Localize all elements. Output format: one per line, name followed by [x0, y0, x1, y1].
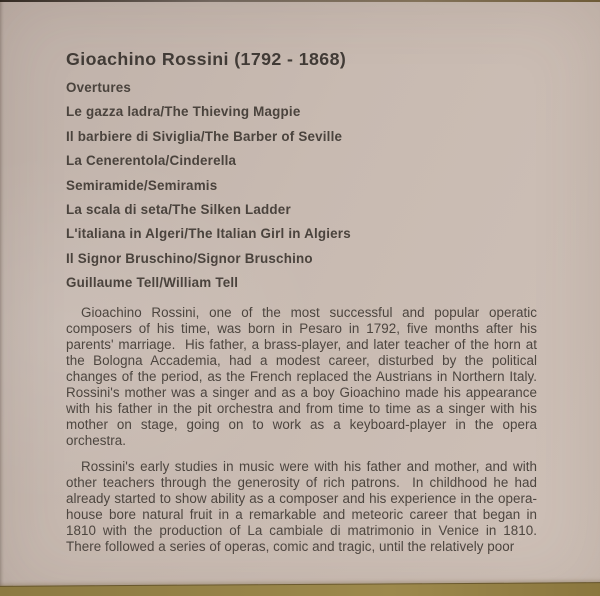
overture-item: Il barbiere di Siviglia/The Barber of Seville: [66, 128, 343, 144]
overture-item: La scala di seta/The Silken Ladder: [66, 202, 291, 218]
overtures-section: [66, 76, 537, 296]
overture-item: Semiramide/Semiramis: [66, 177, 218, 193]
section-heading: Overtures: [66, 80, 132, 95]
photo-top-edge: [0, 0, 600, 2]
page-content: [66, 49, 541, 555]
biography-paragraph-1: Gioachino Rossini, one of the most successful and popular operatic composers of his time, was born in Pesaro in 1792, five months after his parents' marriage. His father, a brass-player, and later teacher of the horn at the Bologna Accademia, had a modest career, disturbed by the political changes of the period, as the French replaced the Austrians in Northern Italy. Rossini's mother was a singer and as a boy Gioachino made his appearance with his father in the pit orchestra and from time to time as a singer with his mother on stage, going on to work as a keyboard-player in the opera orchestra.: [66, 304, 541, 449]
page-title: Gioachino Rossini (1792 - 1868): [66, 49, 347, 69]
overtures-list: [66, 100, 537, 295]
overture-item: La Cenerentola/Cinderella: [66, 153, 237, 169]
overture-item: L'italiana in Algeri/The Italian Girl in Algiers: [66, 226, 351, 242]
photo-bottom-strip: [0, 582, 600, 596]
biography-paragraph-2: Rossini's early studies in music were with his father and mother, and with other teachers through the generosity of rich patrons. In childhood he had already started to show ability as a composer and his experience in the opera-house bore natural fruit in a remarkable and meteoric career that began in 1810 with the production of La cambiale di matrimonio in Venice in 1810. There followed a series of operas, comic and tragic, until the relatively poor: [66, 458, 541, 554]
overture-item: Il Signor Bruschino/Signor Bruschino: [66, 250, 313, 266]
overture-item: Guillaume Tell/William Tell: [66, 275, 239, 291]
overture-item: Le gazza ladra/The Thieving Magpie: [66, 104, 301, 120]
